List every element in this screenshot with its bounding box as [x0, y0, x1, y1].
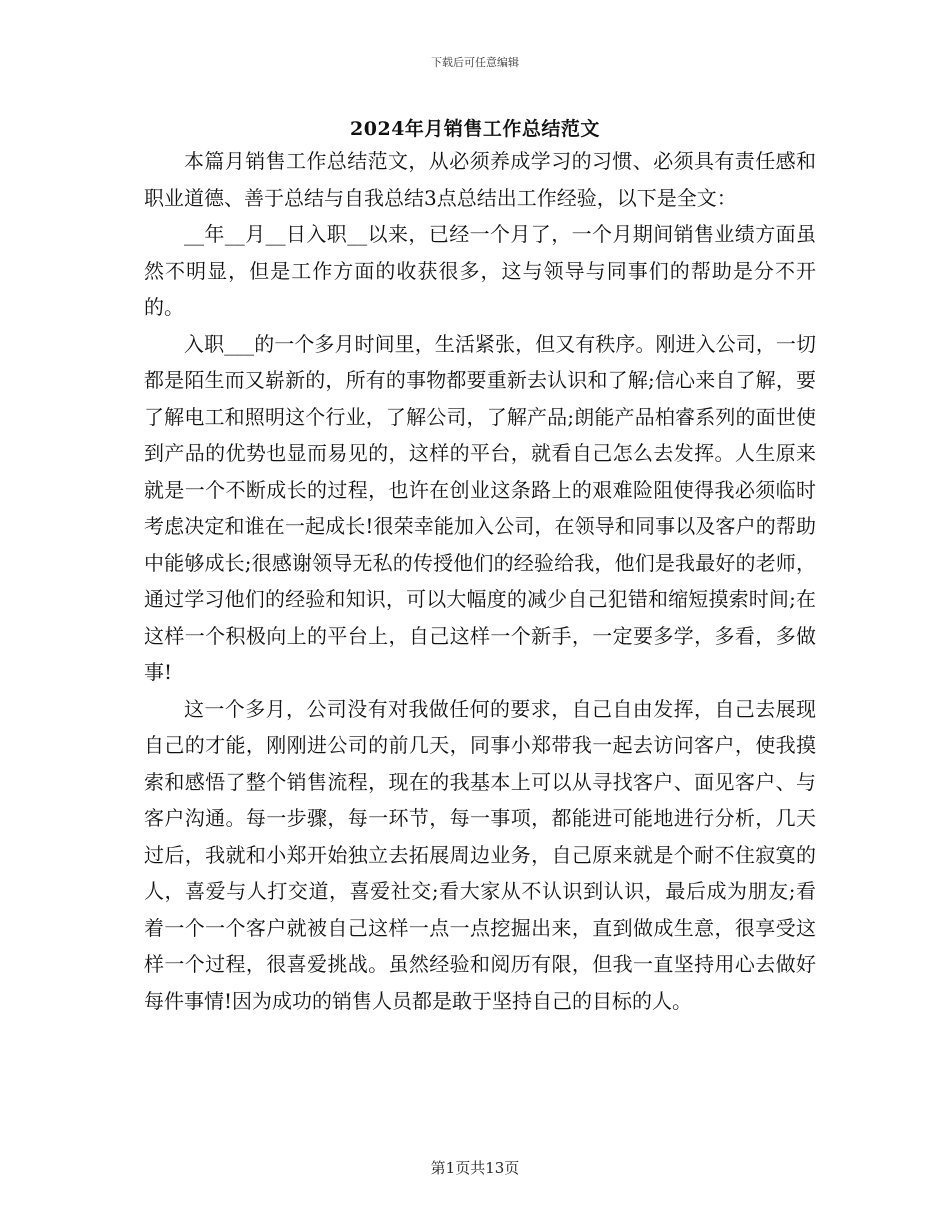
paragraph-sales-experience: 这一个多月，公司没有对我做任何的要求，自己自由发挥，自己去展现自己的才能，刚刚进公司的前几天，同事小郑带我一起去访问客户，使我摸索和感悟了整个销售流程，现在的我基本上可以从寻找客户、面见客户、与客户沟通。每一步骤，每一环节，每一事项，都能进可能地进行分析，几天过后，我就和小郑开始独立去拓展周边业务，自己原来就是个耐不住寂寞的人，喜爱与人打交道，喜爱社交;看大家从不认识到认识，最后成为朋友;看着一个一个客户就被自己这样一点一点挖掘出来，直到做成生意，很享受这样一个过程，很喜爱挑战。虽然经验和阅历有限，但我一直坚持用心去做好每件事情!因为成功的销售人员都是敢于坚持自己的目标的人。: [144, 696, 816, 1013]
paragraph-first-month: 入职___的一个多月时间里，生活紧张，但又有秩序。刚进入公司，一切都是陌生而又崭新的，所有的事物都要重新去认识和了解;信心来自了解，要了解电工和照明这个行业，了解公司，了解产品;朗能产品柏睿系列的面世使到产品的优势也显而易见的，这样的平台，就看自己怎么去发挥。人生原来就是一个不断成长的过程，也许在创业这条路上的艰难险阻使得我必须临时考虑决定和谁在一起成长!很荣幸能加入公司，在领导和同事以及客户的帮助中能够成长;很感谢领导无私的传授他们的经验给我，他们是我最好的老师，通过学习他们的经验和知识，可以大幅度的减少自己犯错和缩短摸索时间;在这样一个积极向上的平台上，自己这样一个新手，一定要多学，多看，多做事!: [144, 331, 816, 684]
document-title: 2024年月销售工作总结范文: [350, 118, 600, 140]
header-note: 下载后可任意编辑: [431, 56, 519, 69]
page-number: 第1页共13页: [430, 1159, 520, 1177]
paragraph-onboarding: __年__月__日入职__以来，已经一个月了，一个月期间销售业绩方面虽然不明显，但是工作方面的收获很多，这与领导与同事们的帮助是分不开的。: [144, 222, 816, 319]
paragraph-intro: 本篇月销售工作总结范文，从必须养成学习的习惯、必须具有责任感和职业道德、善于总结与自我总结3点总结出工作经验，以下是全文：: [144, 149, 816, 210]
document-body: [144, 143, 816, 1019]
